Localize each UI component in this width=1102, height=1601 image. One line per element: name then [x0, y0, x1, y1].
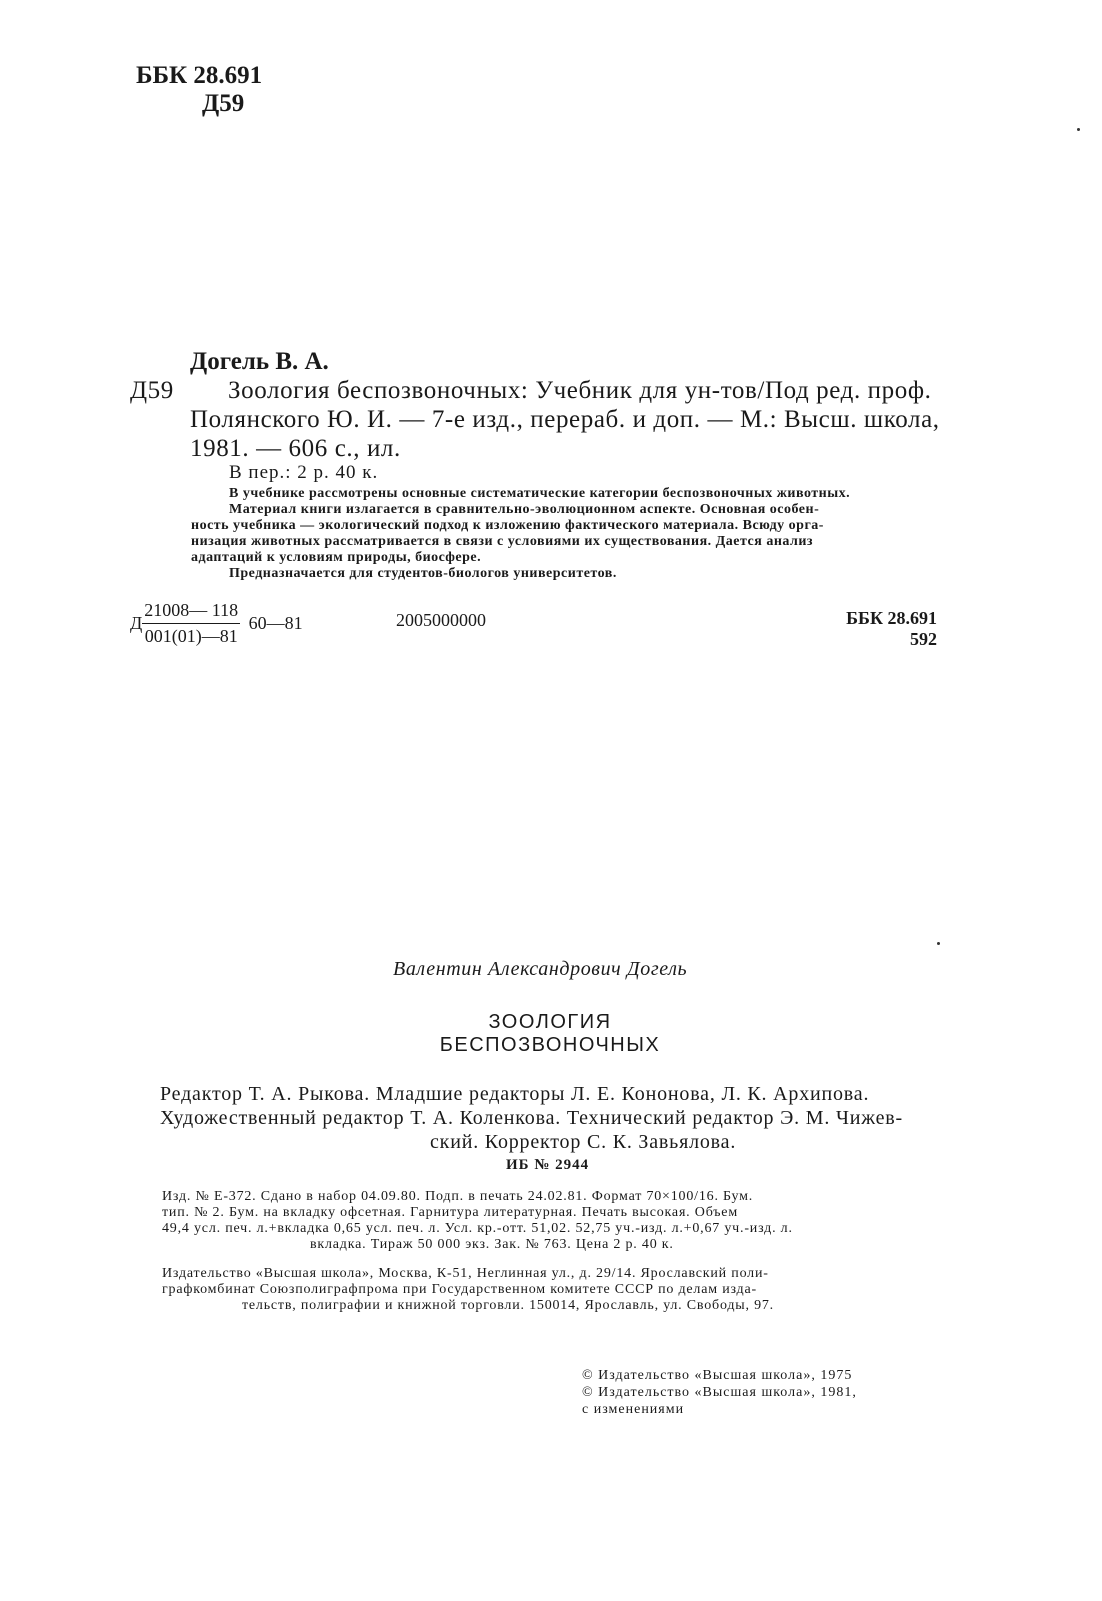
code-middle: 2005000000: [396, 610, 486, 630]
code-suffix: 60—81: [248, 613, 303, 633]
print-details: [162, 1189, 793, 1253]
bbk-header: [136, 62, 262, 118]
publisher-line: графкомбинат Союзполиграфпрома при Государственном комитете СССР по делам изда-: [162, 1282, 757, 1297]
code-denominator: 001(01)—81: [144, 626, 238, 646]
copyright: [582, 1367, 857, 1418]
annotation-line: низация животных рассматривается в связи с условиями их существования. Дается анализ: [191, 534, 814, 549]
copyright-line: © Издательство «Высшая школа», 1981,: [582, 1385, 857, 1400]
publisher-line: Издательство «Высшая школа», Москва, К-51, Неглинная ул., д. 29/14. Ярославский поли-: [162, 1266, 769, 1281]
card-annotation: [191, 486, 974, 582]
bbk-right-number: 592: [910, 629, 937, 649]
print-line: 49,4 усл. печ. л.+вкладка 0,65 усл. печ. л. Усл. кр.-отт. 51,02. 52,75 уч.-изд. л.+0,67 уч.-изд. л.: [162, 1221, 793, 1236]
scan-speck: [1077, 128, 1080, 131]
copyright-line: © Издательство «Высшая школа», 1975: [582, 1368, 853, 1383]
annotation-line: В учебнике рассмотрены основные систематические категории беспозвоночных животных.: [229, 486, 851, 501]
colophon-title: [400, 1011, 700, 1057]
card-desc-line3: 1981. — 606 с., ил.: [190, 435, 401, 462]
publisher-line: тельств, полиграфии и книжной торговли. 150014, Ярославль, ул. Свободы, 97.: [242, 1298, 774, 1313]
print-line: вкладка. Тираж 50 000 экз. Зак. № 763. Цена 2 р. 40 к.: [310, 1237, 674, 1252]
classification-code: [130, 600, 303, 647]
annotation-line: ность учебника — экологический подход к изложению фактического материала. Всюду орга-: [191, 518, 824, 533]
print-line: Изд. № Е-372. Сдано в набор 04.09.80. Подп. в печать 24.02.81. Формат 70×100/16. Бум.: [162, 1189, 754, 1204]
annotation-line: адаптаций к условиям природы, биосфере.: [191, 550, 482, 565]
copyright-line: с изменениями: [582, 1402, 685, 1417]
colophon-author: Валентин Александрович Догель: [393, 958, 688, 980]
title-line1: ЗООЛОГИЯ: [488, 1011, 612, 1033]
annotation-line: Предназначается для студентов-биологов университетов.: [229, 566, 617, 581]
author-code: Д59: [202, 90, 245, 117]
ib-number: ИБ № 2944: [506, 1157, 590, 1173]
bbk-code: ББК 28.691: [136, 62, 263, 89]
card-index: Д59: [130, 377, 174, 404]
credits-line1: Редактор Т. А. Рыкова. Младшие редакторы Л. Е. Кононова, Л. К. Архипова.: [160, 1083, 870, 1105]
title-line2: БЕСПОЗВОНОЧНЫХ: [439, 1034, 661, 1056]
code-numerator: 21008— 118: [142, 600, 240, 624]
card-desc-line2: Полянского Ю. И. — 7-е изд., перераб. и доп. — М.: Высш. школа,: [190, 406, 940, 433]
annotation-line: Материал книги излагается в сравнительно-эволюционном аспекте. Основная особен-: [229, 502, 820, 517]
colophon-credits: [160, 1082, 903, 1154]
credits-line2: Художественный редактор Т. А. Коленкова. Технический редактор Э. М. Чижев-: [160, 1107, 903, 1129]
card-desc-line1: Зоология беспозвоночных: Учебник для ун-тов/Под ред. проф.: [228, 377, 932, 404]
code-prefix: Д: [130, 613, 143, 633]
code-fraction: [142, 600, 240, 647]
print-line: тип. № 2. Бум. на вкладку офсетная. Гарнитура литературная. Печать высокая. Объем: [162, 1205, 738, 1220]
publisher-details: [162, 1266, 774, 1314]
bbk-right-code: ББК 28.691: [846, 608, 937, 628]
card-author: Догель В. А.: [190, 348, 329, 375]
scan-speck: [937, 942, 940, 945]
bbk-right: [846, 608, 937, 650]
card-price: В пер.: 2 р. 40 к.: [229, 462, 379, 483]
credits-line3: ский. Корректор С. К. Завьялова.: [430, 1131, 737, 1153]
